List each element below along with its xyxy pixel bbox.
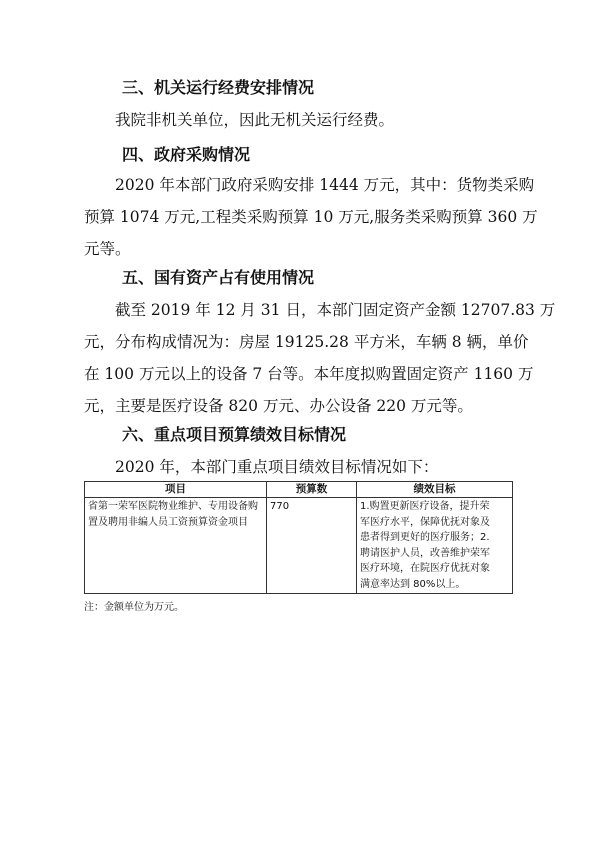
project-line: 省第一荣军医院物业维护、专用设备购 bbox=[88, 501, 258, 512]
section-4-line: 预算 1074 万元,工程类采购预算 10 万元,服务类采购预算 360 万 bbox=[84, 208, 538, 226]
section-5-line: 元，主要是医疗设备 820 万元、办公设备 220 万元等。 bbox=[84, 397, 473, 415]
section-5-body bbox=[84, 294, 556, 422]
section-5-line: 元，分布构成情况为：房屋 19125.28 平方米，车辆 8 辆，单价 bbox=[84, 333, 529, 351]
goal-cell bbox=[357, 498, 513, 594]
table-row bbox=[85, 498, 513, 594]
project-line: 置及聘用非编人员工资预算资金项目 bbox=[88, 516, 248, 528]
budget-cell: 770 bbox=[267, 498, 357, 594]
section-4-body bbox=[84, 169, 538, 265]
section-3-body bbox=[84, 104, 518, 136]
section-4-heading: 四、政府采购情况 bbox=[122, 145, 251, 164]
section-6-line: 2020 年，本部门重点项目绩效目标情况如下： bbox=[115, 458, 439, 476]
goal-line: 医疗环境，在院医疗优抚对象 bbox=[360, 563, 490, 574]
goal-line: 军医疗水平，保障优抚对象及 bbox=[360, 516, 490, 528]
section-5-heading: 五、国有资产占有使用情况 bbox=[122, 268, 315, 287]
section-5-line: 在 100 万元以上的设备 7 台等。本年度拟购置固定资产 1160 万 bbox=[84, 365, 534, 383]
section-4-line: 元等。 bbox=[84, 240, 131, 258]
header-project: 项目 bbox=[85, 482, 267, 498]
section-5-line: 截至 2019 年 12 月 31 日，本部门固定资产金额 12707.83 万 bbox=[115, 301, 556, 319]
section-4-line: 2020 年本部门政府采购安排 1444 万元，其中：货物类采购 bbox=[115, 176, 535, 194]
goal-line: 1.购置更新医疗设备，提升荣 bbox=[360, 501, 490, 512]
goal-line: 患者得到更好的医疗服务；2. bbox=[360, 532, 490, 543]
goal-line: 满意率达到 80%以上。 bbox=[360, 578, 466, 590]
header-goal: 绩效目标 bbox=[357, 482, 513, 498]
table-header-row bbox=[85, 482, 513, 498]
footnote: 注：金额单位为万元。 bbox=[84, 602, 184, 613]
goal-line: 聘请医护人员，改善维护荣军 bbox=[360, 547, 490, 559]
section-3-line: 我院非机关单位，因此无机关运行经费。 bbox=[115, 111, 395, 129]
header-budget: 预算数 bbox=[267, 482, 357, 498]
section-6-body bbox=[84, 451, 518, 483]
section-3-heading: 三、机关运行经费安排情况 bbox=[122, 78, 315, 97]
section-6-heading: 六、重点项目预算绩效目标情况 bbox=[122, 425, 347, 444]
performance-goals-table bbox=[84, 481, 513, 594]
project-cell bbox=[85, 498, 267, 594]
